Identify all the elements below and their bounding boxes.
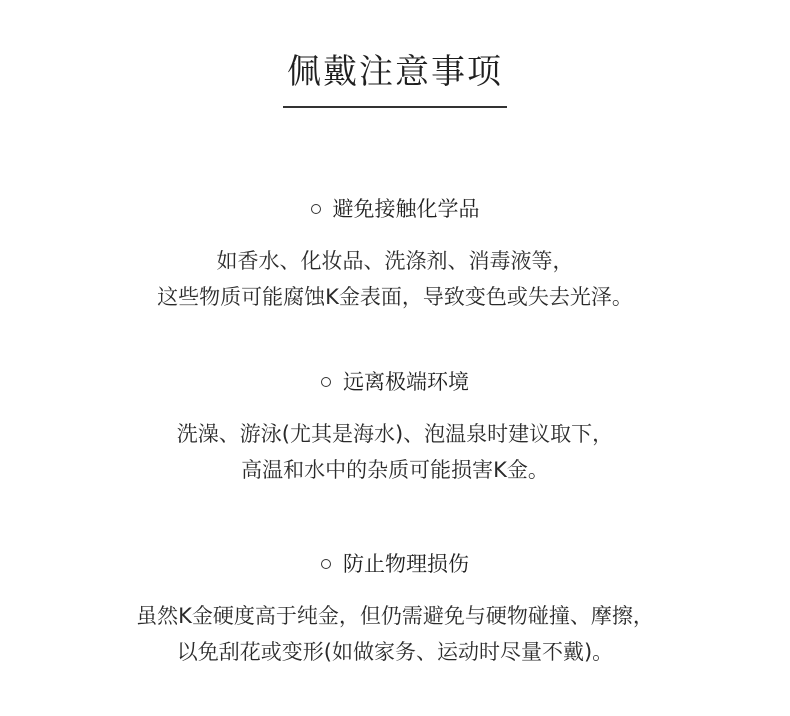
- section-avoid-chemicals: [0, 195, 790, 315]
- circle-bullet-icon: [321, 377, 331, 387]
- section-prevent-physical-damage: [0, 550, 790, 670]
- section-body: [0, 416, 790, 488]
- section-heading: [321, 550, 469, 578]
- section-body: [0, 598, 790, 670]
- circle-bullet-icon: [321, 559, 331, 569]
- section-heading: [311, 195, 480, 223]
- section-body-line: 高温和水中的杂质可能损害K金。: [241, 458, 549, 482]
- section-body-line: 洗澡、游泳(尤其是海水)、泡温泉时建议取下，: [176, 422, 614, 446]
- section-heading: [321, 368, 469, 396]
- section-body-line: 如香水、化妆品、洗涤剂、消毒液等，: [216, 249, 574, 273]
- section-body-line: 以免刮花或变形(如做家务、运动时尽量不戴)。: [176, 640, 614, 664]
- section-avoid-extreme-environments: [0, 368, 790, 488]
- section-body: [0, 243, 790, 315]
- page-title: 佩戴注意事项: [283, 52, 507, 108]
- section-heading-text: 避免接触化学品: [332, 197, 480, 221]
- circle-bullet-icon: [311, 204, 321, 214]
- section-heading-text: 防止物理损伤: [343, 552, 469, 576]
- section-body-line: 这些物质可能腐蚀K金表面，导致变色或失去光泽。: [157, 285, 633, 309]
- section-body-line: 虽然K金硬度高于纯金，但仍需避免与硬物碰撞、摩擦，: [136, 604, 654, 628]
- section-heading-text: 远离极端环境: [343, 370, 469, 394]
- title-container: [0, 52, 790, 108]
